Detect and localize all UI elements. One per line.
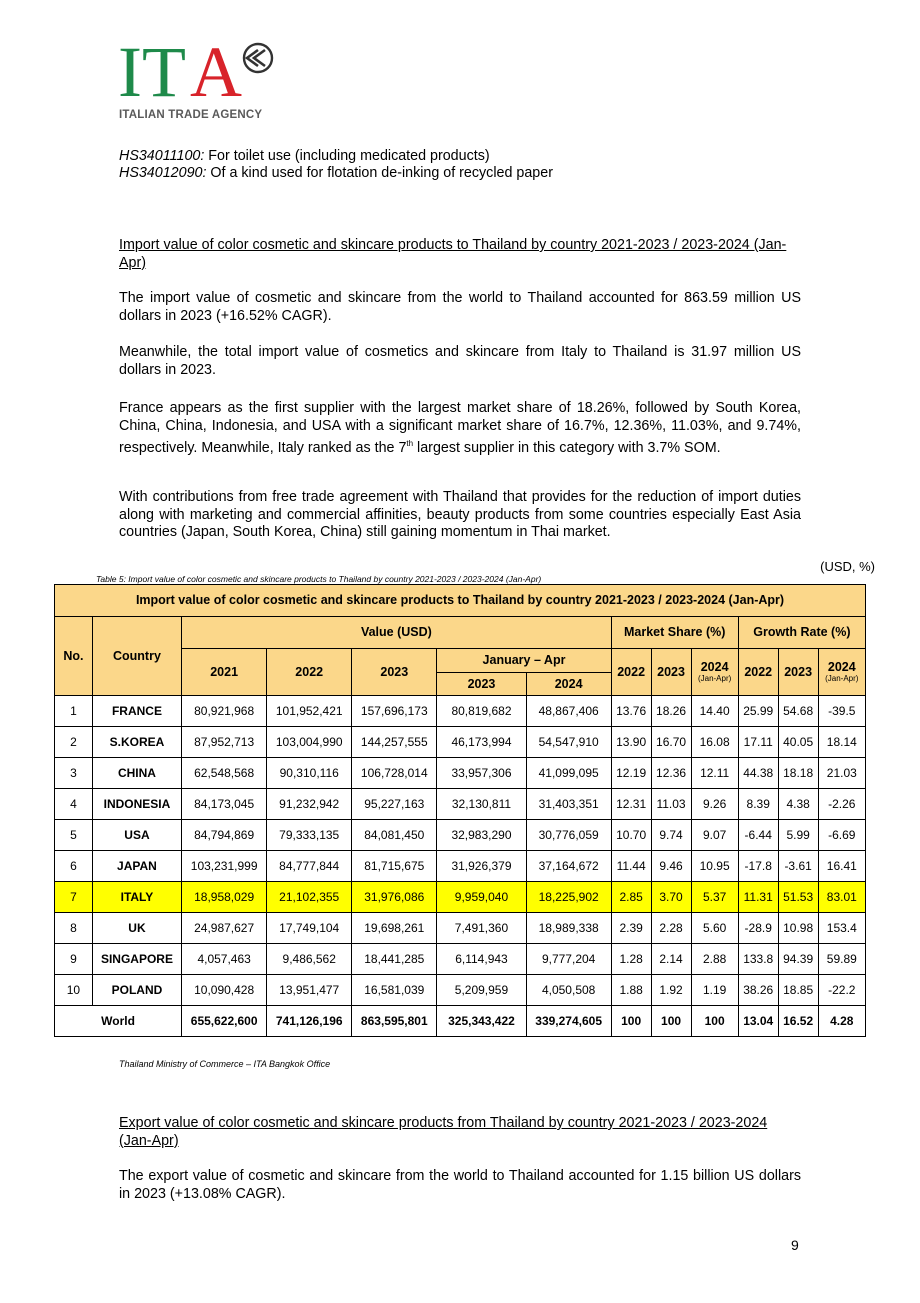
cell-ja2024: 48,867,406: [526, 696, 611, 727]
cell-v2023: 95,227,163: [352, 789, 437, 820]
row-country: S.KOREA: [92, 727, 181, 758]
cell-v2022: 84,777,844: [267, 851, 352, 882]
cell-gr2023: 4.38: [778, 789, 818, 820]
section1-paragraph-2: Meanwhile, the total import value of cosmetics and skincare from Italy to Thailand is 31.97 million US dollars in 2023.: [119, 344, 801, 378]
arrows-icon: [244, 44, 272, 72]
cell-v2023: 81,715,675: [352, 851, 437, 882]
table-body: [55, 696, 866, 1037]
cell-gr2022: 133.8: [738, 944, 778, 975]
cell-ja2024: 18,989,338: [526, 913, 611, 944]
row-country: FRANCE: [92, 696, 181, 727]
ms-2024-year: 2024: [700, 660, 729, 674]
ita-logo-letters-a: A: [190, 38, 242, 112]
header-country: Country: [92, 617, 181, 696]
cell-v2022: 101,952,421: [267, 696, 352, 727]
row-number: 7: [55, 882, 93, 913]
cell-gr2022: 8.39: [738, 789, 778, 820]
hs-desc: For toilet use (including medicated products): [204, 148, 490, 164]
logo-subtitle: ITALIAN TRADE AGENCY: [119, 109, 263, 121]
hs-code-line: [119, 148, 490, 165]
cell-ms2024: 10.95: [691, 851, 738, 882]
row-number: 2: [55, 727, 93, 758]
cell-v2021: 4,057,463: [182, 944, 267, 975]
cell-ms2024: 2.88: [691, 944, 738, 975]
cell-ja2024: 41,099,095: [526, 758, 611, 789]
cell-ja2023: 9,959,040: [437, 882, 526, 913]
row-country: POLAND: [92, 975, 181, 1006]
table-row: [55, 882, 866, 913]
cell-v2021: 24,987,627: [182, 913, 267, 944]
cell-ms2024: 5.37: [691, 882, 738, 913]
cell-v2022: 13,951,477: [267, 975, 352, 1006]
cell-v2023: 84,081,450: [352, 820, 437, 851]
cell-ja2023: 80,819,682: [437, 696, 526, 727]
table-title: Import value of color cosmetic and skincare products to Thailand by country 2021-2023 / 2023-2024 (Jan-Apr): [55, 585, 866, 617]
header-ja-2024: 2024: [526, 673, 611, 696]
cell-ms2022: 13.90: [611, 727, 651, 758]
cell-gr2024: 21.03: [818, 758, 865, 789]
row-country: SINGAPORE: [92, 944, 181, 975]
cell-ms2024: 9.26: [691, 789, 738, 820]
cell-gr2024: 153.4: [818, 913, 865, 944]
cell-gr2022: 44.38: [738, 758, 778, 789]
page-number: 9: [791, 1237, 799, 1253]
row-number: 5: [55, 820, 93, 851]
cell-v2021: 10,090,428: [182, 975, 267, 1006]
hs-code: HS34011100:: [119, 148, 205, 164]
row-number: 4: [55, 789, 93, 820]
cell-ja2023: 7,491,360: [437, 913, 526, 944]
cell-ms2023: 16.70: [651, 727, 691, 758]
world-gr2024: 4.28: [818, 1006, 865, 1037]
row-number: 3: [55, 758, 93, 789]
section1-paragraph-4: With contributions from free trade agreement with Thailand that provides for the reduction of import duties along with marketing and commercial affinities, beauty products from some countries especially East Asia countries (Japan, South Korea, China) still gaining momentum in Thai market.: [119, 489, 801, 541]
cell-gr2024: -6.69: [818, 820, 865, 851]
cell-ms2023: 12.36: [651, 758, 691, 789]
table-row-world: [55, 1006, 866, 1037]
cell-v2021: 87,952,713: [182, 727, 267, 758]
cell-ms2022: 1.88: [611, 975, 651, 1006]
row-number: 1: [55, 696, 93, 727]
header-growth-rate: Growth Rate (%): [738, 617, 865, 649]
cell-gr2023: 10.98: [778, 913, 818, 944]
hs-desc: Of a kind used for flotation de-inking of recycled paper: [206, 165, 553, 181]
row-country: CHINA: [92, 758, 181, 789]
cell-ms2022: 12.19: [611, 758, 651, 789]
header-jan-apr: January – Apr: [437, 649, 611, 673]
header-ms-2023: 2023: [651, 649, 691, 696]
cell-ja2024: 54,547,910: [526, 727, 611, 758]
p3-part-a: France appears as the first supplier with the largest market share of 18.26%, followed by South Korea, China, China, Indonesia, and USA with a significant market share of 16.7%, 12.36%, 11.03%, and 9.74%, respectively. Meanwhile, Italy ranked as the 7: [119, 400, 801, 456]
table-row: [55, 727, 866, 758]
table-row: [55, 913, 866, 944]
cell-v2023: 16,581,039: [352, 975, 437, 1006]
cell-ms2024: 5.60: [691, 913, 738, 944]
cell-ms2024: 1.19: [691, 975, 738, 1006]
cell-gr2022: -17.8: [738, 851, 778, 882]
cell-ms2023: 2.28: [651, 913, 691, 944]
world-v2023: 863,595,801: [352, 1006, 437, 1037]
hs-code-line: [119, 165, 553, 182]
cell-ja2024: 9,777,204: [526, 944, 611, 975]
table-row: [55, 758, 866, 789]
cell-ms2024: 16.08: [691, 727, 738, 758]
cell-ms2022: 2.85: [611, 882, 651, 913]
cell-ms2024: 9.07: [691, 820, 738, 851]
table-row: [55, 789, 866, 820]
row-number: 6: [55, 851, 93, 882]
header-year-2021: 2021: [182, 649, 267, 696]
cell-ja2023: 6,114,943: [437, 944, 526, 975]
cell-v2021: 80,921,968: [182, 696, 267, 727]
header-ms-2024: [691, 649, 738, 696]
section1-paragraph-3: [119, 400, 801, 458]
row-number: 8: [55, 913, 93, 944]
section1-paragraph-1: The import value of cosmetic and skincare from the world to Thailand accounted for 863.59 million US dollars in 2023 (+16.52% CAGR).: [119, 290, 801, 324]
cell-gr2023: 54.68: [778, 696, 818, 727]
import-value-table: [54, 584, 866, 1037]
table-row: [55, 975, 866, 1006]
cell-v2023: 157,696,173: [352, 696, 437, 727]
cell-v2021: 103,231,999: [182, 851, 267, 882]
world-ja2024: 339,274,605: [526, 1006, 611, 1037]
cell-gr2022: -28.9: [738, 913, 778, 944]
cell-ms2023: 18.26: [651, 696, 691, 727]
table-caption: Table 5: Import value of color cosmetic and skincare products to Thailand by country 2021-2023 / 2023-2024 (Jan-Apr): [96, 574, 542, 584]
cell-v2022: 17,749,104: [267, 913, 352, 944]
cell-ja2023: 33,957,306: [437, 758, 526, 789]
cell-ms2022: 12.31: [611, 789, 651, 820]
cell-v2022: 79,333,135: [267, 820, 352, 851]
header-year-2022: 2022: [267, 649, 352, 696]
cell-ja2023: 32,983,290: [437, 820, 526, 851]
p3-superscript: th: [406, 439, 414, 449]
header-market-share: Market Share (%): [611, 617, 738, 649]
cell-v2021: 84,173,045: [182, 789, 267, 820]
gr-2024-note: (Jan-Apr): [825, 674, 859, 683]
world-gr2023: 16.52: [778, 1006, 818, 1037]
cell-ja2023: 5,209,959: [437, 975, 526, 1006]
cell-gr2023: -3.61: [778, 851, 818, 882]
cell-ja2023: 46,173,994: [437, 727, 526, 758]
cell-v2022: 103,004,990: [267, 727, 352, 758]
table-row: [55, 696, 866, 727]
world-ms2023: 100: [651, 1006, 691, 1037]
cell-v2023: 106,728,014: [352, 758, 437, 789]
world-v2021: 655,622,600: [182, 1006, 267, 1037]
header-ms-2022: 2022: [611, 649, 651, 696]
cell-ms2022: 13.76: [611, 696, 651, 727]
cell-gr2024: -22.2: [818, 975, 865, 1006]
cell-v2023: 19,698,261: [352, 913, 437, 944]
row-number: 10: [55, 975, 93, 1006]
world-ms2024: 100: [691, 1006, 738, 1037]
cell-v2022: 91,232,942: [267, 789, 352, 820]
world-ja2023: 325,343,422: [437, 1006, 526, 1037]
cell-ja2024: 30,776,059: [526, 820, 611, 851]
cell-v2021: 18,958,029: [182, 882, 267, 913]
header-gr-2024: [818, 649, 865, 696]
cell-ms2023: 3.70: [651, 882, 691, 913]
row-number: 9: [55, 944, 93, 975]
cell-gr2024: 59.89: [818, 944, 865, 975]
cell-gr2022: 38.26: [738, 975, 778, 1006]
cell-ms2024: 14.40: [691, 696, 738, 727]
cell-ja2024: 31,403,351: [526, 789, 611, 820]
cell-ms2022: 10.70: [611, 820, 651, 851]
cell-v2022: 90,310,116: [267, 758, 352, 789]
cell-ms2023: 2.14: [651, 944, 691, 975]
cell-ms2022: 1.28: [611, 944, 651, 975]
row-country: JAPAN: [92, 851, 181, 882]
cell-ja2023: 31,926,379: [437, 851, 526, 882]
row-country: ITALY: [92, 882, 181, 913]
cell-v2023: 144,257,555: [352, 727, 437, 758]
cell-gr2022: 17.11: [738, 727, 778, 758]
table-source: Thailand Ministry of Commerce – ITA Bangkok Office: [119, 1059, 331, 1069]
header-no: No.: [55, 617, 93, 696]
cell-v2023: 31,976,086: [352, 882, 437, 913]
ms-2024-note: (Jan-Apr): [697, 674, 732, 683]
row-country: UK: [92, 913, 181, 944]
header-gr-2023: 2023: [778, 649, 818, 696]
cell-ja2024: 4,050,508: [526, 975, 611, 1006]
header-gr-2022: 2022: [738, 649, 778, 696]
row-country: USA: [92, 820, 181, 851]
header-value: Value (USD): [182, 617, 612, 649]
cell-gr2023: 5.99: [778, 820, 818, 851]
world-label: World: [55, 1006, 182, 1037]
cell-gr2024: 18.14: [818, 727, 865, 758]
cell-ms2023: 11.03: [651, 789, 691, 820]
cell-gr2023: 18.85: [778, 975, 818, 1006]
cell-ms2024: 12.11: [691, 758, 738, 789]
cell-gr2022: -6.44: [738, 820, 778, 851]
cell-v2022: 21,102,355: [267, 882, 352, 913]
cell-ms2023: 1.92: [651, 975, 691, 1006]
cell-gr2024: 83.01: [818, 882, 865, 913]
cell-v2021: 84,794,869: [182, 820, 267, 851]
header-year-2023: 2023: [352, 649, 437, 696]
cell-gr2023: 40.05: [778, 727, 818, 758]
table-row: [55, 944, 866, 975]
row-country: INDONESIA: [92, 789, 181, 820]
cell-ms2022: 11.44: [611, 851, 651, 882]
p3-part-b: largest supplier in this category with 3.7% SOM.: [413, 439, 721, 456]
cell-ms2023: 9.46: [651, 851, 691, 882]
table-row: [55, 851, 866, 882]
header-ja-2023: 2023: [437, 673, 526, 696]
cell-gr2022: 11.31: [738, 882, 778, 913]
ita-logo-letters-t: T: [142, 38, 186, 112]
unit-note: (USD, %): [820, 559, 875, 574]
cell-ms2023: 9.74: [651, 820, 691, 851]
world-gr2022: 13.04: [738, 1006, 778, 1037]
cell-gr2023: 94.39: [778, 944, 818, 975]
cell-gr2024: 16.41: [818, 851, 865, 882]
world-ms2022: 100: [611, 1006, 651, 1037]
cell-ja2024: 18,225,902: [526, 882, 611, 913]
section2-heading: Export value of color cosmetic and skincare products from Thailand by country 2021-2023 / 2023-2024 (Jan-Apr): [119, 1115, 768, 1149]
ita-logo-letters-i: I: [118, 38, 142, 112]
cell-v2021: 62,548,568: [182, 758, 267, 789]
section1-heading: Import value of color cosmetic and skincare products to Thailand by country 2021-2023 / 2023-2024 (Jan-Apr): [119, 237, 787, 271]
cell-ms2022: 2.39: [611, 913, 651, 944]
cell-gr2023: 18.18: [778, 758, 818, 789]
cell-gr2023: 51.53: [778, 882, 818, 913]
cell-gr2024: -39.5: [818, 696, 865, 727]
cell-v2022: 9,486,562: [267, 944, 352, 975]
cell-v2023: 18,441,285: [352, 944, 437, 975]
table-row: [55, 820, 866, 851]
cell-gr2024: -2.26: [818, 789, 865, 820]
world-v2022: 741,126,196: [267, 1006, 352, 1037]
gr-2024-year: 2024: [827, 660, 856, 674]
cell-gr2022: 25.99: [738, 696, 778, 727]
section2-paragraph-1: The export value of cosmetic and skincare from the world to Thailand accounted for 1.15 billion US dollars in 2023 (+13.08% CAGR).: [119, 1168, 801, 1202]
cell-ja2024: 37,164,672: [526, 851, 611, 882]
cell-ja2023: 32,130,811: [437, 789, 526, 820]
hs-code: HS34012090:: [119, 165, 207, 181]
